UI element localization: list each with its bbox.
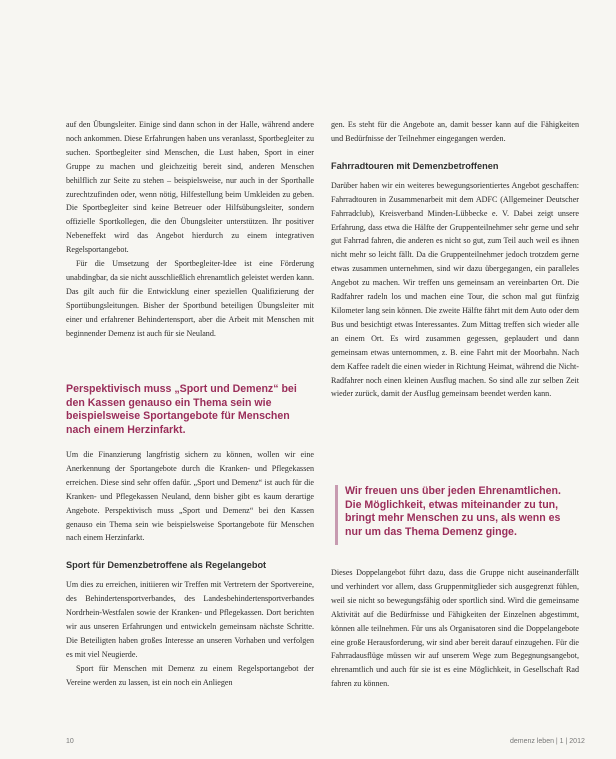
right-paragraph-3: Dieses Doppelangebot führt dazu, dass die Gruppe nicht auseinanderfällt und verhindert vor allem, dass Gruppenmitglieder sich ausgegrenzt fühlen, weil sie nicht so bewegungsfähig oder sportlich sind. Wird die gemeinsame Aktivität auf die Bedürfnisse und Fähigkeiten der Einzelnen abgestimmt, können alle teilnehmen. Für uns als Organisatoren sind die Doppelangebote eine große Herausforderung, wir sind aber bereit darauf einzugehen. Für die Fahrradausflüge müssen wir auf unserem Wege zum Begegnungsangebot, ehrenamtlich und auch für sie ist es eine Möglichkeit, in Gesellschaft Rad fahren zu können. bbox=[331, 568, 579, 689]
left-column-lower bbox=[66, 448, 314, 690]
page-number: 10 bbox=[66, 738, 74, 745]
right-paragraph-2: Darüber haben wir ein weiteres bewegungsorientiertes Angebot geschaffen: Fahrradtouren in Zusammenarbeit mit dem ADFC (Allgemeiner Deutscher Fahrradclub), Kreisverband Minden-Lübbecke e. V. Dabei zeigt unsere Erfahrung, dass etwa die Hälfte der Gruppenteilnehmer sehr gerne und sehr gut Fahrrad fahren, die anderen es nicht so gut, zum Teil auch weil es ihnen nicht mehr so leicht fällt. Da die Gruppenteilnehmer jedoch trotzdem gerne etwas zusammen unternehmen, sind wir dazu übergegangen, ein paralleles Angebot zu machen. Wir treffen uns gemeinsam an vereinbarten Ort. Die Radfahrer radeln los und machen eine Tour, die schon mal gut fünfzig Kilometer lang sein können. Die zweite Hälfte fährt mit dem Auto oder dem Bus und besichtigt etwas Interessantes. Zum Mittag treffen sich wieder alle an einem Ort. Es wird zusammen gegessen, geplaudert und dann gemeinsam etwas unternommen, z. B. eine Fahrt mit der Moorbahn. Nach dem Kaffee radelt die einen wieder in Richtung Heimat, während die Nicht-Radfahrer noch einen kleinen Ausflug machen. So sind alle zur selben Zeit wieder zurück, damit der Ausflug gemeinsam beendet werden kann. bbox=[331, 180, 579, 399]
section-heading-fahrradtouren: Fahrradtouren mit Demenzbetroffenen bbox=[331, 160, 499, 171]
pull-quote-right: Wir freuen uns über jeden Ehrenamtlichen. Die Möglichkeit, etwas miteinander zu tun, bringt mehr Menschen zu uns, als wenn es nur um das Thema Demenz ginge. bbox=[345, 485, 561, 538]
left-paragraph-4: Um dies zu erreichen, initiieren wir Treffen mit Vertretern der Sportvereine, des Behindertensportverbandes, des Landesbehindertensportverbandes Nordrhein-Westfalen sowie der Kranken- und Pflegekassen. Dort berichten wir aus unseren Erfahrungen und entwickeln gemeinsam nächste Schritte. Die Beteiligten haben großes Interesse an unseren Vorhaben und verfolgen es mit viel Neugierde. bbox=[66, 580, 314, 659]
right-column-lower bbox=[331, 566, 579, 691]
left-paragraph-1: auf den Übungsleiter. Einige sind dann schon in der Halle, während andere noch ankommen. Diese Erfahrungen haben uns veranlasst, Sportbegleiter zu suchen. Sportbegleiter sind Menschen, die Lust haben, Sport in einer Gruppe zu machen und gleichzeitig bereit sind, anderen Menschen behilflich zur Seite zu stehen – beispielsweise, nur auch in der Sporthalle zurechtzufinden oder, wenn nötig, Hilfestellung beim Umkleiden zu geben. Die Sportbegleiter sind keine Betreuer oder Hilfsübungsleiter, sondern offizielle Sportkollegen, die den Übungsleiter unterstützen. Ihr positiver Nebeneffekt wird das Angebot hierdurch zu einem integrativen Regelsportangebot. bbox=[66, 120, 314, 255]
left-paragraph-2: Für die Umsetzung der Sportbegleiter-Idee ist eine Förderung unabdingbar, da sie nicht ausschließlich ehrenamtlich geleistet werden kann. Das gilt auch für die Entwicklung einer speziellen Qualifizierung der Sportübungsleitungen. Bisher der Sportbund beteiligen Übungsleiter mit einer und erfahrener Behindertensport, aber die Arbeit mit Menschen mit beginnender Demenz ist auch für sie Neuland. bbox=[66, 259, 314, 338]
left-paragraph-5: Sport für Menschen mit Demenz zu einem Regelsportangebot der Vereine werden zu lassen, ist ein noch ein Anliegen bbox=[66, 663, 314, 687]
journal-footer: demenz leben | 1 | 2012 bbox=[510, 738, 585, 745]
pull-quote-left: Perspektivisch muss „Sport und Demenz“ bei den Kassen genauso ein Thema sein wie beispielsweise Sportangebote für Menschen nach einem Herzinfarkt. bbox=[66, 383, 297, 436]
right-paragraph-1: gen. Es steht für die Angebote an, damit besser kann auf die Fähigkeiten und Bedürfnisse der Teilnehmer eingegangen werden. bbox=[331, 120, 579, 143]
right-column bbox=[331, 118, 579, 401]
section-heading-regelangebot: Sport für Demenzbetroffene als Regelangebot bbox=[66, 560, 267, 571]
left-paragraph-3: Um die Finanzierung langfristig sichern zu können, wollen wir eine Anerkennung der Sportangebote durch die Kranken- und Pflegekassen erreichen. Diese sind sehr offen dafür. „Sport und Demenz“ ist auch für die Kranken- und Pflegekassen Neuland, denn bisher gibt es kaum derartige Angebote. Perspektivisch muss „Sport und Demenz“ bei den Kassen genauso ein Thema sein wie beispielsweise Sportangebote für Menschen nach einem Herzinfarkt. bbox=[66, 450, 314, 543]
quote-accent-bar bbox=[335, 485, 338, 545]
left-column bbox=[66, 118, 314, 341]
